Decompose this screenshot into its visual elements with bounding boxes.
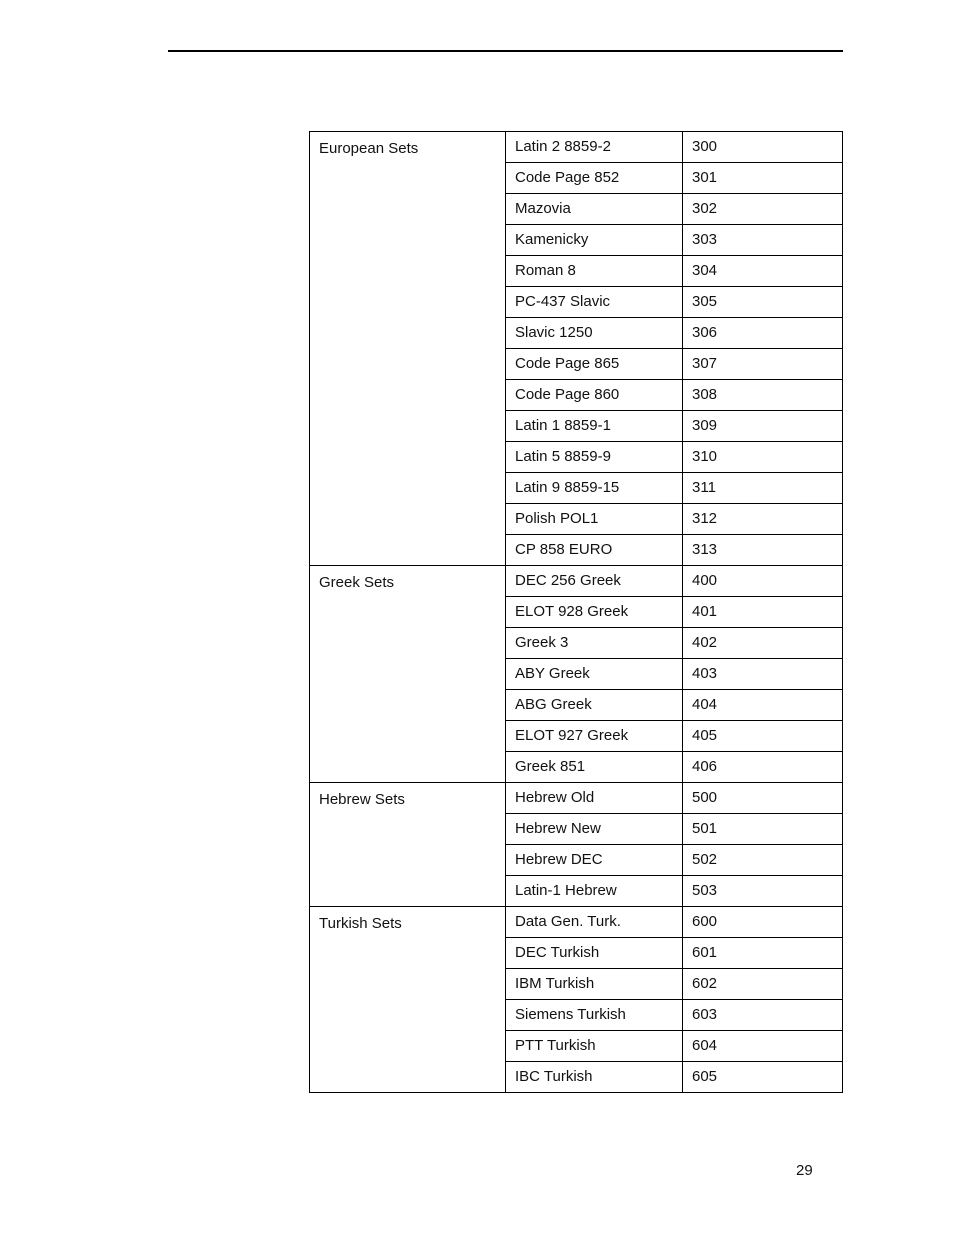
charset-code: 302 bbox=[683, 194, 843, 225]
table-row bbox=[310, 907, 843, 938]
charset-name: Slavic 1250 bbox=[506, 318, 683, 349]
charset-code: 313 bbox=[683, 535, 843, 566]
charset-code: 308 bbox=[683, 380, 843, 411]
charset-code: 303 bbox=[683, 225, 843, 256]
charset-name: DEC 256 Greek bbox=[506, 566, 683, 597]
charset-name: Greek 851 bbox=[506, 752, 683, 783]
charset-name: Data Gen. Turk. bbox=[506, 907, 683, 938]
charset-name: Hebrew Old bbox=[506, 783, 683, 814]
group-label: Turkish Sets bbox=[310, 907, 506, 1093]
charset-name: Latin 9 8859-15 bbox=[506, 473, 683, 504]
charset-name: PC-437 Slavic bbox=[506, 287, 683, 318]
charset-code: 601 bbox=[683, 938, 843, 969]
charset-code: 502 bbox=[683, 845, 843, 876]
charset-name: PTT Turkish bbox=[506, 1031, 683, 1062]
charset-name: Greek 3 bbox=[506, 628, 683, 659]
charset-name: ABY Greek bbox=[506, 659, 683, 690]
charset-name: Hebrew New bbox=[506, 814, 683, 845]
charset-code: 403 bbox=[683, 659, 843, 690]
group-label: Hebrew Sets bbox=[310, 783, 506, 907]
charset-name: Siemens Turkish bbox=[506, 1000, 683, 1031]
charset-code: 304 bbox=[683, 256, 843, 287]
charset-code: 301 bbox=[683, 163, 843, 194]
charset-name: Code Page 865 bbox=[506, 349, 683, 380]
charset-name: CP 858 EURO bbox=[506, 535, 683, 566]
table-row bbox=[310, 566, 843, 597]
charset-code: 309 bbox=[683, 411, 843, 442]
charset-name: Latin 2 8859-2 bbox=[506, 132, 683, 163]
group-label: Greek Sets bbox=[310, 566, 506, 783]
charset-name: IBM Turkish bbox=[506, 969, 683, 1000]
charset-name: Latin-1 Hebrew bbox=[506, 876, 683, 907]
page-number: 29 bbox=[796, 1162, 813, 1179]
charset-code: 405 bbox=[683, 721, 843, 752]
table-row bbox=[310, 783, 843, 814]
charset-code: 600 bbox=[683, 907, 843, 938]
charset-code: 300 bbox=[683, 132, 843, 163]
charset-code: 404 bbox=[683, 690, 843, 721]
charset-name: Roman 8 bbox=[506, 256, 683, 287]
table-row bbox=[310, 132, 843, 163]
charset-code: 603 bbox=[683, 1000, 843, 1031]
charset-name: ELOT 928 Greek bbox=[506, 597, 683, 628]
group-label: European Sets bbox=[310, 132, 506, 566]
charset-code: 605 bbox=[683, 1062, 843, 1093]
charset-name: Hebrew DEC bbox=[506, 845, 683, 876]
charset-code: 402 bbox=[683, 628, 843, 659]
charset-name: Latin 5 8859-9 bbox=[506, 442, 683, 473]
charset-name: ELOT 927 Greek bbox=[506, 721, 683, 752]
charset-code: 400 bbox=[683, 566, 843, 597]
charset-name: ABG Greek bbox=[506, 690, 683, 721]
charset-name: DEC Turkish bbox=[506, 938, 683, 969]
charset-code: 305 bbox=[683, 287, 843, 318]
charset-code: 604 bbox=[683, 1031, 843, 1062]
charset-code: 311 bbox=[683, 473, 843, 504]
charset-name: Code Page 860 bbox=[506, 380, 683, 411]
header-rule bbox=[168, 50, 843, 52]
charset-name: Mazovia bbox=[506, 194, 683, 225]
charset-code: 602 bbox=[683, 969, 843, 1000]
charset-code: 312 bbox=[683, 504, 843, 535]
charset-name: Polish POL1 bbox=[506, 504, 683, 535]
charset-code: 501 bbox=[683, 814, 843, 845]
charset-name: Kamenicky bbox=[506, 225, 683, 256]
charset-name: IBC Turkish bbox=[506, 1062, 683, 1093]
character-set-table bbox=[309, 131, 843, 1093]
charset-code: 307 bbox=[683, 349, 843, 380]
charset-name: Latin 1 8859-1 bbox=[506, 411, 683, 442]
character-set-table-body bbox=[310, 132, 843, 1093]
charset-code: 306 bbox=[683, 318, 843, 349]
charset-name: Code Page 852 bbox=[506, 163, 683, 194]
charset-code: 500 bbox=[683, 783, 843, 814]
charset-code: 310 bbox=[683, 442, 843, 473]
charset-code: 401 bbox=[683, 597, 843, 628]
charset-code: 406 bbox=[683, 752, 843, 783]
charset-code: 503 bbox=[683, 876, 843, 907]
